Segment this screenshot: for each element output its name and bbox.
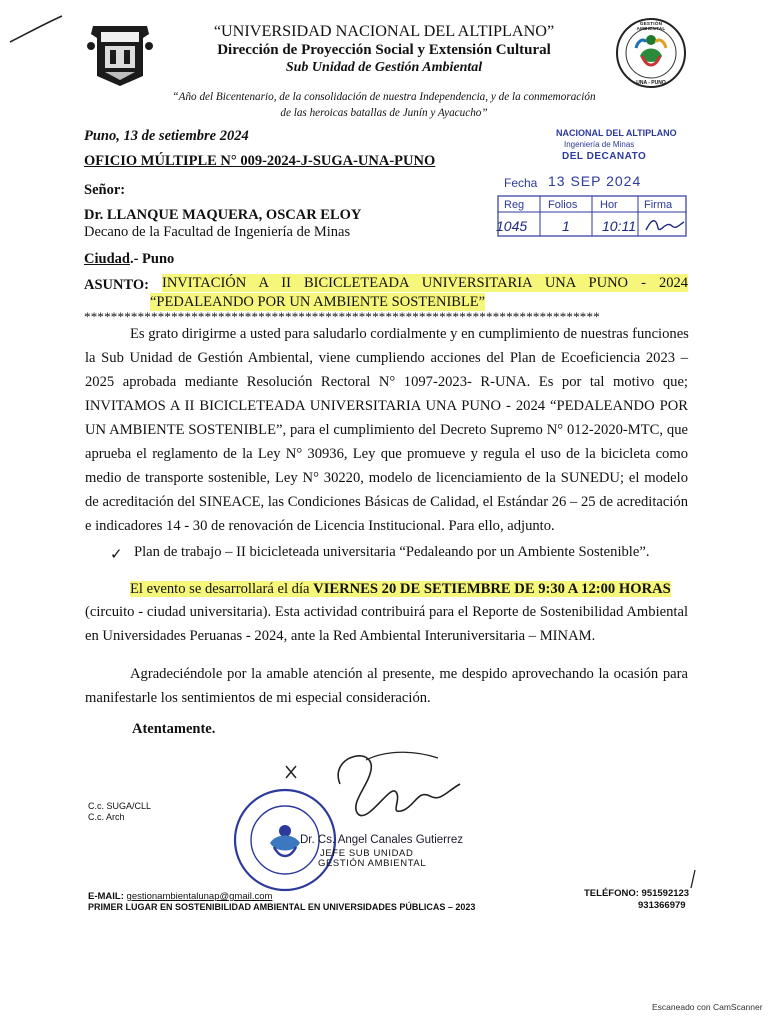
checklist-item: Plan de trabajo – II bicicleteada universitaria “Pedaleando por un Ambiente Sostenible”.	[134, 544, 650, 560]
sub-unit-title: Sub Unidad de Gestión Ambiental	[285, 60, 483, 75]
event-line-3: en Universidades Peruanas - 2024, ante la Red Ambiental Interuniversitaria – MINAM.	[85, 628, 596, 644]
event-line-2: (circuito - ciudad universitaria). Esta actividad contribuirá para el Reporte de Sostenibilidad Ambiental	[85, 604, 688, 620]
email-label: E-MAIL:	[88, 891, 124, 902]
stamp-fecha-value: 13 SEP 2024	[548, 173, 642, 189]
pen-tick	[688, 868, 698, 890]
ciudad-line	[84, 251, 174, 268]
stamp-val-reg: 1045	[496, 218, 528, 234]
signature-title-2: GESTIÓN AMBIENTAL	[318, 858, 427, 869]
phone-1: 951592123	[641, 888, 690, 899]
camscanner-watermark: Escaneado con CamScanner	[652, 1002, 763, 1012]
receipt-stamp	[492, 122, 690, 240]
separator-line: *****************************************************************************	[84, 309, 600, 324]
paragraph-1-line: de acreditación del SINEACE, las Condiciones Básicas de Calidad, el Estándar 26 – 25 de acreditación	[85, 494, 688, 510]
asunto-label: ASUNTO:	[84, 277, 149, 293]
stamp-col-firma: Firma	[644, 199, 673, 211]
ciudad-value: .- Puno	[129, 251, 175, 267]
paragraph-1-line: INVITAMOS A II BICICLETEADA UNIVERSITARIA UNA PUNO - 2024 “PEDALEANDO POR	[85, 398, 688, 414]
motto-line-2: de las heroicas batallas de Junín y Ayacucho”	[280, 107, 488, 119]
paragraph-1-line: aprueba el reglamento de la Ley N° 30936, Ley que promueve y regula el uso de la bicicleta como	[85, 446, 688, 462]
cc-line-2: C.c. Arch	[88, 812, 125, 822]
signature-name: Dr. Cs. Angel Canales Gutierrez	[300, 834, 463, 846]
gestion-ambiental-logo	[614, 16, 688, 90]
footer-award: PRIMER LUGAR EN SOSTENIBILIDAD AMBIENTAL EN UNIVERSIDADES PÚBLICAS – 2023	[88, 902, 476, 912]
oficio-number: OFICIO MÚLTIPLE N° 009-2024-J-SUGA-UNA-PUNO	[84, 153, 436, 169]
phone-2: 931366979	[638, 900, 686, 911]
closing-line-1: Agradeciéndole por la amable atención al presente, me despido aprovechando la ocasión para	[130, 666, 688, 682]
paragraph-1-line: UN AMBIENTE SOSTENIBLE”, para el cumplimiento del Decreto Supremo N° 012-2020-MTC, que	[85, 422, 688, 438]
email-value[interactable]: gestionambientalunap@gmail.com	[126, 891, 273, 902]
stamp-col-hora: Hor	[600, 199, 618, 211]
date-line: Puno, 13 de setiembre 2024	[84, 128, 249, 144]
stamp-val-hora: 10:11	[602, 218, 636, 234]
atentamente: Atentamente.	[132, 721, 216, 737]
stamp-val-folios: 1	[562, 218, 570, 234]
asunto-line-1: INVITACIÓN A II BICICLETEADA UNIVERSITARIA UNA PUNO - 2024	[162, 275, 688, 291]
stamp-line-1: NACIONAL DEL ALTIPLANO	[556, 128, 677, 138]
pen-mark	[6, 12, 66, 46]
senor-label: Señor:	[84, 182, 126, 198]
paragraph-1-line: la Sub Unidad de Gestión Ambiental, viene cumpliendo acciones del Plan de Ecoeficiencia 2023 –	[85, 350, 688, 366]
signature-title-1: JEFE SUB UNIDAD	[320, 848, 414, 859]
event-date: VIERNES 20 DE SETIEMBRE DE 9:30 A 12:00 HORAS	[313, 581, 671, 597]
phone-label: TELÉFONO:	[584, 888, 639, 899]
recipient-position: Decano de la Facultad de Ingeniería de Minas	[84, 224, 351, 240]
footer-email	[88, 891, 272, 902]
university-name: “UNIVERSIDAD NACIONAL DEL ALTIPLANO”	[213, 22, 555, 40]
asunto-line-2: “PEDALEANDO POR UN AMBIENTE SOSTENIBLE”	[150, 294, 486, 310]
paragraph-1-line: e indicadores 14 - 30 de renovación de Licencia Institucional. Para ello, adjunto.	[85, 518, 555, 534]
motto-line-1: “Año del Bicentenario, de la consolidación de nuestra Independencia, y de la conmemoración	[172, 91, 596, 103]
closing-line-2: manifestarle los sentimientos de mi especial consideración.	[85, 690, 431, 706]
logo-top-text: GESTIÓN AMBIENTAL	[636, 21, 666, 31]
paragraph-1-line: 2025 aprobada mediante Resolución Rectoral N° 1097-2023- R-UNA. Es por tal motivo que;	[85, 374, 688, 390]
paragraph-1-line: Es grato dirigirme a usted para saludarlo cordialmente y en cumplimiento de nuestras funciones	[130, 326, 689, 342]
cc-line-1: C.c. SUGA/CLL	[88, 801, 152, 811]
stamp-firma-scribble	[642, 214, 686, 236]
stamp-col-folios: Folios	[548, 199, 578, 211]
university-logo	[83, 20, 157, 90]
stamp-col-reg: Reg	[504, 199, 525, 211]
event-line-1	[130, 577, 671, 601]
recipient-name: Dr. LLANQUE MAQUERA, OSCAR ELOY	[84, 207, 362, 223]
stamp-line-3: DEL DECANATO	[562, 151, 647, 162]
footer-phone	[584, 888, 689, 899]
stamp-line-2: Ingeniería de Minas	[564, 140, 635, 149]
check-icon: ✓	[110, 547, 123, 563]
ciudad-label: Ciudad	[84, 251, 130, 267]
stamp-fecha-label: Fecha	[504, 176, 538, 190]
direction-title: Dirección de Proyección Social y Extensión Cultural	[217, 42, 551, 58]
logo-bottom-text: UNA - PUNO	[636, 80, 666, 86]
event-prefix: El evento se desarrollará el día	[130, 581, 314, 597]
paragraph-1-line: medio de transporte sostenible, Ley N° 30220, modelo de licenciamiento de la SUNEDU; el modelo	[85, 470, 688, 486]
